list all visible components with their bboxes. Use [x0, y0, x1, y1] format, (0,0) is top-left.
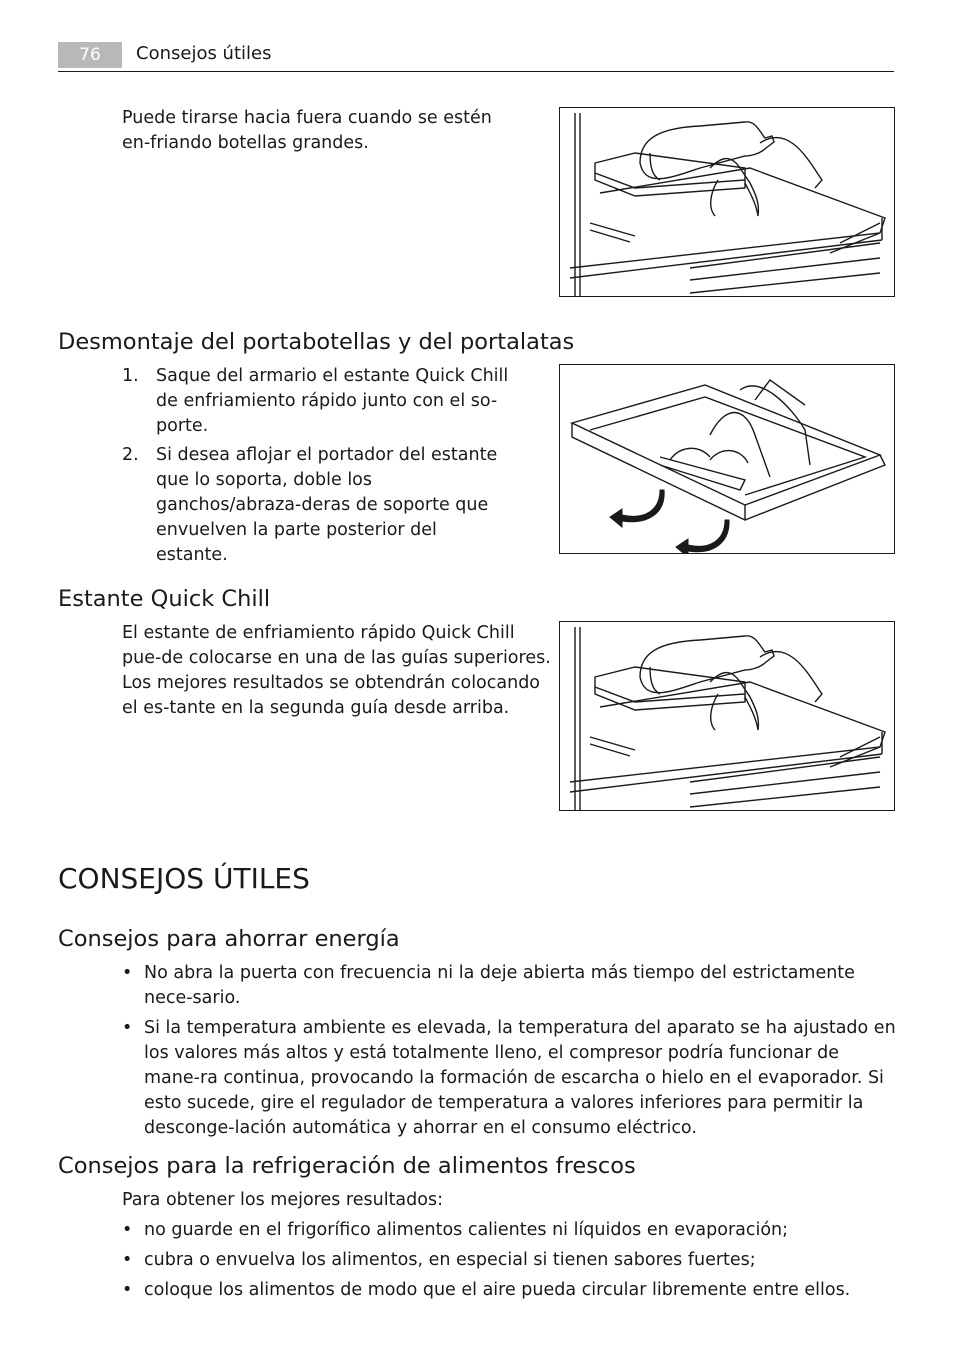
list-item — [122, 1248, 897, 1273]
bullet: • — [122, 963, 133, 983]
list-item-text: Si la temperatura ambiente es elevada, la temperatura del aparato se ha ajustado en los valores más altos y está totalmente lleno, el compresor podría funcionar de mane-ra continua, provocando la formación de escarcha o hielo en el evaporador. Si esto sucede, gire el regulador de temperatura a valores inferiores para permitir la desconge-lación automática y ahorrar en el consumo eléctrico. — [144, 1018, 896, 1138]
fresh-list — [122, 1218, 897, 1308]
list-item — [122, 961, 897, 1011]
step-number: 2. — [122, 445, 139, 465]
header-rule — [58, 71, 894, 72]
list-item — [122, 1016, 897, 1141]
list-item-text: no guarde en el frigorífico alimentos calientes ni líquidos en evaporación; — [144, 1220, 789, 1240]
step-text: Saque del armario el estante Quick Chill de enfriamiento rápido junto con el so-porte. — [156, 366, 509, 436]
intro-paragraph: Puede tirarse hacia fuera cuando se estén en-friando botellas grandes. — [122, 108, 492, 153]
energy-heading: Consejos para ahorrar energía — [58, 926, 400, 952]
bottle-rack-shelf-illustration — [560, 622, 894, 810]
bullet: • — [122, 1280, 133, 1300]
figure-shelf-removal — [559, 364, 895, 554]
figure-bottle-rack-pulled — [559, 107, 895, 297]
fresh-intro: Para obtener los mejores resultados: — [122, 1190, 443, 1210]
bullet: • — [122, 1018, 133, 1038]
list-item-text: cubra o envuelva los alimentos, en especial si tienen sabores fuertes; — [144, 1250, 756, 1270]
quick-chill-paragraph: El estante de enfriamiento rápido Quick Chill pue-de colocarse en una de las guías superiores. Los mejores resultados se obtendrán colocando el es-tante en la segunda guía desde arriba. — [122, 623, 551, 718]
removal-heading: Desmontaje del portabotellas y del portalatas — [58, 329, 575, 355]
page-number: 76 — [58, 42, 122, 68]
fresh-heading: Consejos para la refrigeración de alimentos frescos — [58, 1153, 636, 1179]
tips-title: CONSEJOS ÚTILES — [58, 862, 310, 895]
removal-steps-list — [122, 364, 512, 568]
step-number: 1. — [122, 366, 139, 386]
bottle-rack-illustration — [560, 108, 894, 296]
list-item — [122, 1218, 897, 1243]
removal-step — [122, 364, 512, 439]
bullet: • — [122, 1220, 133, 1240]
removal-step — [122, 443, 512, 568]
energy-list — [122, 961, 897, 1146]
bullet: • — [122, 1250, 133, 1270]
quick-chill-heading: Estante Quick Chill — [58, 586, 271, 612]
step-text: Si desea aflojar el portador del estante que lo soporta, doble los ganchos/abraza-deras de soporte que envuelven la parte posterior del estante. — [156, 445, 498, 565]
list-item-text: coloque los alimentos de modo que el aire pueda circular libremente entre ellos. — [144, 1280, 851, 1300]
list-item — [122, 1278, 897, 1303]
shelf-removal-illustration — [560, 365, 894, 553]
list-item-text: No abra la puerta con frecuencia ni la deje abierta más tiempo del estrictamente nece-sario. — [144, 963, 855, 1008]
figure-bottle-rack-shelf — [559, 621, 895, 811]
running-header: Consejos útiles — [136, 43, 272, 64]
